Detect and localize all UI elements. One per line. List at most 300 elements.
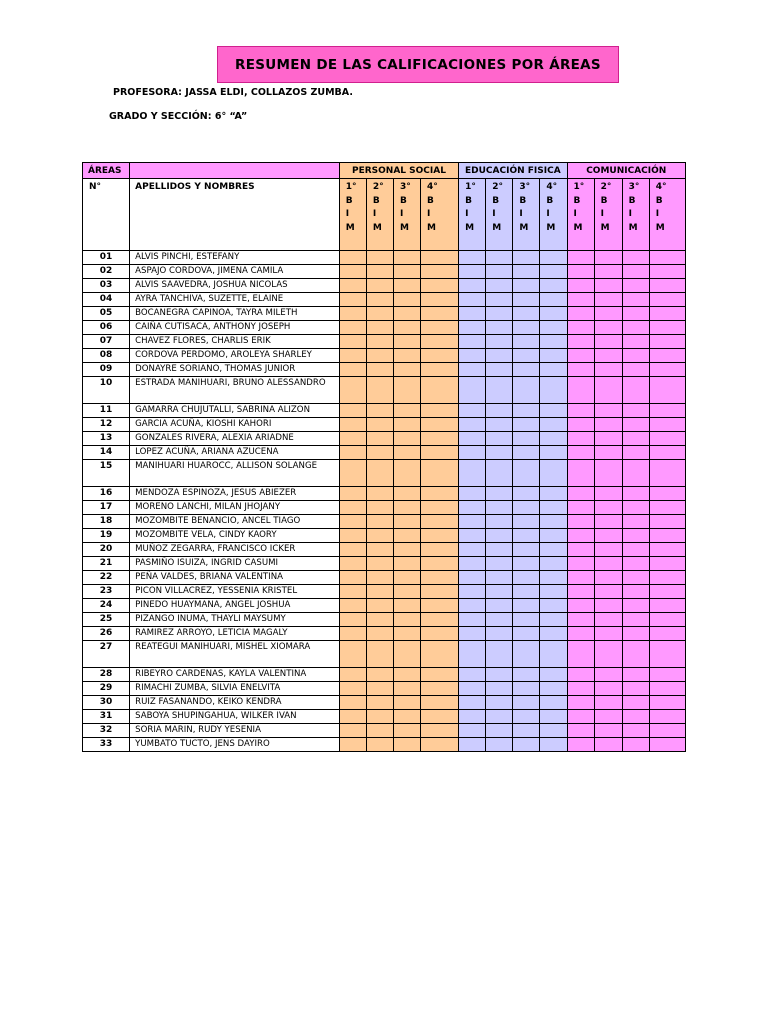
grade-cell[interactable] [459, 641, 486, 668]
grade-cell[interactable] [649, 529, 685, 543]
grade-cell[interactable] [366, 487, 393, 501]
grade-cell[interactable] [459, 251, 486, 265]
grade-cell[interactable] [459, 585, 486, 599]
grade-cell[interactable] [421, 377, 459, 404]
grade-cell[interactable] [567, 335, 594, 349]
grade-cell[interactable] [393, 710, 420, 724]
grade-cell[interactable] [486, 682, 513, 696]
grade-cell[interactable] [421, 460, 459, 487]
grade-cell[interactable] [459, 599, 486, 613]
grade-cell[interactable] [622, 349, 649, 363]
grade-cell[interactable] [421, 613, 459, 627]
grade-cell[interactable] [567, 404, 594, 418]
grade-cell[interactable] [366, 265, 393, 279]
grade-cell[interactable] [393, 557, 420, 571]
grade-cell[interactable] [622, 668, 649, 682]
grade-cell[interactable] [393, 571, 420, 585]
grade-cell[interactable] [594, 251, 622, 265]
grade-cell[interactable] [622, 321, 649, 335]
grade-cell[interactable] [594, 418, 622, 432]
grade-cell[interactable] [459, 571, 486, 585]
grade-cell[interactable] [393, 641, 420, 668]
grade-cell[interactable] [513, 696, 540, 710]
grade-cell[interactable] [622, 446, 649, 460]
grade-cell[interactable] [540, 293, 567, 307]
grade-cell[interactable] [622, 557, 649, 571]
grade-cell[interactable] [513, 585, 540, 599]
grade-cell[interactable] [486, 432, 513, 446]
grade-cell[interactable] [339, 377, 366, 404]
grade-cell[interactable] [567, 293, 594, 307]
grade-cell[interactable] [622, 335, 649, 349]
grade-cell[interactable] [366, 710, 393, 724]
grade-cell[interactable] [393, 349, 420, 363]
grade-cell[interactable] [649, 377, 685, 404]
grade-cell[interactable] [366, 641, 393, 668]
grade-cell[interactable] [594, 571, 622, 585]
grade-cell[interactable] [486, 668, 513, 682]
grade-cell[interactable] [393, 724, 420, 738]
grade-cell[interactable] [393, 293, 420, 307]
grade-cell[interactable] [366, 515, 393, 529]
grade-cell[interactable] [649, 501, 685, 515]
grade-cell[interactable] [567, 710, 594, 724]
grade-cell[interactable] [339, 738, 366, 752]
grade-cell[interactable] [421, 363, 459, 377]
grade-cell[interactable] [339, 501, 366, 515]
grade-cell[interactable] [567, 377, 594, 404]
grade-cell[interactable] [513, 557, 540, 571]
grade-cell[interactable] [459, 363, 486, 377]
grade-cell[interactable] [594, 404, 622, 418]
grade-cell[interactable] [486, 696, 513, 710]
grade-cell[interactable] [540, 515, 567, 529]
grade-cell[interactable] [567, 668, 594, 682]
grade-cell[interactable] [540, 418, 567, 432]
grade-cell[interactable] [622, 682, 649, 696]
grade-cell[interactable] [421, 515, 459, 529]
grade-cell[interactable] [594, 557, 622, 571]
grade-cell[interactable] [649, 349, 685, 363]
grade-cell[interactable] [393, 668, 420, 682]
grade-cell[interactable] [567, 599, 594, 613]
grade-cell[interactable] [649, 418, 685, 432]
grade-cell[interactable] [567, 627, 594, 641]
grade-cell[interactable] [649, 627, 685, 641]
grade-cell[interactable] [366, 557, 393, 571]
grade-cell[interactable] [393, 696, 420, 710]
grade-cell[interactable] [421, 599, 459, 613]
grade-cell[interactable] [486, 460, 513, 487]
grade-cell[interactable] [567, 446, 594, 460]
grade-cell[interactable] [649, 613, 685, 627]
grade-cell[interactable] [339, 363, 366, 377]
grade-cell[interactable] [649, 251, 685, 265]
grade-cell[interactable] [567, 251, 594, 265]
grade-cell[interactable] [594, 460, 622, 487]
grade-cell[interactable] [649, 321, 685, 335]
grade-cell[interactable] [594, 349, 622, 363]
grade-cell[interactable] [649, 293, 685, 307]
grade-cell[interactable] [486, 251, 513, 265]
grade-cell[interactable] [649, 487, 685, 501]
grade-cell[interactable] [513, 724, 540, 738]
grade-cell[interactable] [567, 432, 594, 446]
grade-cell[interactable] [622, 529, 649, 543]
grade-cell[interactable] [366, 349, 393, 363]
grade-cell[interactable] [393, 585, 420, 599]
grade-cell[interactable] [540, 529, 567, 543]
grade-cell[interactable] [567, 529, 594, 543]
grade-cell[interactable] [486, 404, 513, 418]
grade-cell[interactable] [540, 335, 567, 349]
grade-cell[interactable] [649, 432, 685, 446]
grade-cell[interactable] [421, 446, 459, 460]
grade-cell[interactable] [393, 335, 420, 349]
grade-cell[interactable] [540, 307, 567, 321]
grade-cell[interactable] [513, 335, 540, 349]
grade-cell[interactable] [459, 321, 486, 335]
grade-cell[interactable] [649, 696, 685, 710]
grade-cell[interactable] [339, 307, 366, 321]
grade-cell[interactable] [393, 432, 420, 446]
grade-cell[interactable] [594, 613, 622, 627]
grade-cell[interactable] [567, 682, 594, 696]
grade-cell[interactable] [421, 557, 459, 571]
grade-cell[interactable] [513, 641, 540, 668]
grade-cell[interactable] [421, 349, 459, 363]
grade-cell[interactable] [421, 696, 459, 710]
grade-cell[interactable] [366, 293, 393, 307]
grade-cell[interactable] [649, 682, 685, 696]
grade-cell[interactable] [649, 446, 685, 460]
grade-cell[interactable] [459, 738, 486, 752]
grade-cell[interactable] [649, 738, 685, 752]
grade-cell[interactable] [366, 307, 393, 321]
grade-cell[interactable] [366, 501, 393, 515]
grade-cell[interactable] [513, 460, 540, 487]
grade-cell[interactable] [513, 251, 540, 265]
grade-cell[interactable] [513, 321, 540, 335]
grade-cell[interactable] [339, 571, 366, 585]
grade-cell[interactable] [567, 585, 594, 599]
grade-cell[interactable] [459, 557, 486, 571]
grade-cell[interactable] [622, 487, 649, 501]
grade-cell[interactable] [393, 738, 420, 752]
grade-cell[interactable] [594, 363, 622, 377]
grade-cell[interactable] [459, 307, 486, 321]
grade-cell[interactable] [513, 265, 540, 279]
grade-cell[interactable] [513, 668, 540, 682]
grade-cell[interactable] [649, 265, 685, 279]
grade-cell[interactable] [486, 738, 513, 752]
grade-cell[interactable] [366, 738, 393, 752]
grade-cell[interactable] [366, 682, 393, 696]
grade-cell[interactable] [567, 460, 594, 487]
grade-cell[interactable] [366, 613, 393, 627]
grade-cell[interactable] [622, 501, 649, 515]
grade-cell[interactable] [393, 460, 420, 487]
grade-cell[interactable] [366, 321, 393, 335]
grade-cell[interactable] [339, 432, 366, 446]
grade-cell[interactable] [513, 363, 540, 377]
grade-cell[interactable] [339, 585, 366, 599]
grade-cell[interactable] [366, 543, 393, 557]
grade-cell[interactable] [486, 279, 513, 293]
grade-cell[interactable] [513, 627, 540, 641]
grade-cell[interactable] [540, 696, 567, 710]
grade-cell[interactable] [339, 627, 366, 641]
grade-cell[interactable] [486, 543, 513, 557]
grade-cell[interactable] [459, 724, 486, 738]
grade-cell[interactable] [594, 585, 622, 599]
grade-cell[interactable] [567, 724, 594, 738]
grade-cell[interactable] [459, 432, 486, 446]
grade-cell[interactable] [649, 404, 685, 418]
grade-cell[interactable] [393, 529, 420, 543]
grade-cell[interactable] [339, 529, 366, 543]
grade-cell[interactable] [567, 641, 594, 668]
grade-cell[interactable] [421, 335, 459, 349]
grade-cell[interactable] [622, 265, 649, 279]
grade-cell[interactable] [567, 279, 594, 293]
grade-cell[interactable] [366, 404, 393, 418]
grade-cell[interactable] [421, 724, 459, 738]
grade-cell[interactable] [622, 738, 649, 752]
grade-cell[interactable] [594, 487, 622, 501]
grade-cell[interactable] [339, 335, 366, 349]
grade-cell[interactable] [540, 738, 567, 752]
grade-cell[interactable] [540, 432, 567, 446]
grade-cell[interactable] [339, 682, 366, 696]
grade-cell[interactable] [540, 446, 567, 460]
grade-cell[interactable] [594, 265, 622, 279]
grade-cell[interactable] [486, 349, 513, 363]
grade-cell[interactable] [421, 404, 459, 418]
grade-cell[interactable] [567, 321, 594, 335]
grade-cell[interactable] [486, 418, 513, 432]
grade-cell[interactable] [366, 696, 393, 710]
grade-cell[interactable] [513, 515, 540, 529]
grade-cell[interactable] [567, 487, 594, 501]
grade-cell[interactable] [459, 515, 486, 529]
grade-cell[interactable] [567, 363, 594, 377]
grade-cell[interactable] [339, 404, 366, 418]
grade-cell[interactable] [339, 446, 366, 460]
grade-cell[interactable] [421, 501, 459, 515]
grade-cell[interactable] [339, 515, 366, 529]
grade-cell[interactable] [366, 529, 393, 543]
grade-cell[interactable] [594, 446, 622, 460]
grade-cell[interactable] [622, 307, 649, 321]
grade-cell[interactable] [486, 529, 513, 543]
grade-cell[interactable] [339, 460, 366, 487]
grade-cell[interactable] [421, 738, 459, 752]
grade-cell[interactable] [513, 404, 540, 418]
grade-cell[interactable] [513, 349, 540, 363]
grade-cell[interactable] [649, 599, 685, 613]
grade-cell[interactable] [513, 487, 540, 501]
grade-cell[interactable] [622, 571, 649, 585]
grade-cell[interactable] [594, 682, 622, 696]
grade-cell[interactable] [513, 501, 540, 515]
grade-cell[interactable] [540, 557, 567, 571]
grade-cell[interactable] [366, 571, 393, 585]
grade-cell[interactable] [486, 265, 513, 279]
grade-cell[interactable] [366, 335, 393, 349]
grade-cell[interactable] [540, 321, 567, 335]
grade-cell[interactable] [622, 613, 649, 627]
grade-cell[interactable] [649, 585, 685, 599]
grade-cell[interactable] [540, 599, 567, 613]
grade-cell[interactable] [594, 279, 622, 293]
grade-cell[interactable] [393, 682, 420, 696]
grade-cell[interactable] [393, 418, 420, 432]
grade-cell[interactable] [594, 515, 622, 529]
grade-cell[interactable] [594, 710, 622, 724]
grade-cell[interactable] [421, 529, 459, 543]
grade-cell[interactable] [540, 487, 567, 501]
grade-cell[interactable] [486, 585, 513, 599]
grade-cell[interactable] [540, 501, 567, 515]
grade-cell[interactable] [594, 738, 622, 752]
grade-cell[interactable] [513, 293, 540, 307]
grade-cell[interactable] [567, 571, 594, 585]
grade-cell[interactable] [513, 738, 540, 752]
grade-cell[interactable] [459, 404, 486, 418]
grade-cell[interactable] [594, 293, 622, 307]
grade-cell[interactable] [366, 599, 393, 613]
grade-cell[interactable] [540, 710, 567, 724]
grade-cell[interactable] [486, 363, 513, 377]
grade-cell[interactable] [421, 487, 459, 501]
grade-cell[interactable] [540, 571, 567, 585]
grade-cell[interactable] [540, 460, 567, 487]
grade-cell[interactable] [540, 251, 567, 265]
grade-cell[interactable] [622, 515, 649, 529]
grade-cell[interactable] [594, 529, 622, 543]
grade-cell[interactable] [622, 363, 649, 377]
grade-cell[interactable] [459, 668, 486, 682]
grade-cell[interactable] [393, 404, 420, 418]
grade-cell[interactable] [567, 543, 594, 557]
grade-cell[interactable] [366, 363, 393, 377]
grade-cell[interactable] [594, 432, 622, 446]
grade-cell[interactable] [513, 377, 540, 404]
grade-cell[interactable] [594, 668, 622, 682]
grade-cell[interactable] [393, 599, 420, 613]
grade-cell[interactable] [366, 724, 393, 738]
grade-cell[interactable] [622, 585, 649, 599]
grade-cell[interactable] [649, 307, 685, 321]
grade-cell[interactable] [486, 446, 513, 460]
grade-cell[interactable] [421, 432, 459, 446]
grade-cell[interactable] [366, 446, 393, 460]
grade-cell[interactable] [513, 307, 540, 321]
grade-cell[interactable] [486, 487, 513, 501]
grade-cell[interactable] [540, 265, 567, 279]
grade-cell[interactable] [594, 307, 622, 321]
grade-cell[interactable] [393, 265, 420, 279]
grade-cell[interactable] [339, 696, 366, 710]
grade-cell[interactable] [649, 641, 685, 668]
grade-cell[interactable] [594, 377, 622, 404]
grade-cell[interactable] [540, 627, 567, 641]
grade-cell[interactable] [366, 377, 393, 404]
grade-cell[interactable] [486, 321, 513, 335]
grade-cell[interactable] [594, 641, 622, 668]
grade-cell[interactable] [649, 279, 685, 293]
grade-cell[interactable] [567, 613, 594, 627]
grade-cell[interactable] [567, 349, 594, 363]
grade-cell[interactable] [622, 599, 649, 613]
grade-cell[interactable] [622, 251, 649, 265]
grade-cell[interactable] [339, 668, 366, 682]
grade-cell[interactable] [594, 335, 622, 349]
grade-cell[interactable] [540, 613, 567, 627]
grade-cell[interactable] [339, 293, 366, 307]
grade-cell[interactable] [649, 724, 685, 738]
grade-cell[interactable] [486, 710, 513, 724]
grade-cell[interactable] [339, 641, 366, 668]
grade-cell[interactable] [459, 418, 486, 432]
grade-cell[interactable] [421, 418, 459, 432]
grade-cell[interactable] [421, 627, 459, 641]
grade-cell[interactable] [459, 613, 486, 627]
grade-cell[interactable] [459, 696, 486, 710]
grade-cell[interactable] [459, 446, 486, 460]
grade-cell[interactable] [540, 724, 567, 738]
grade-cell[interactable] [486, 501, 513, 515]
grade-cell[interactable] [513, 613, 540, 627]
grade-cell[interactable] [459, 335, 486, 349]
grade-cell[interactable] [540, 641, 567, 668]
grade-cell[interactable] [649, 571, 685, 585]
grade-cell[interactable] [459, 279, 486, 293]
grade-cell[interactable] [649, 543, 685, 557]
grade-cell[interactable] [567, 738, 594, 752]
grade-cell[interactable] [339, 418, 366, 432]
grade-cell[interactable] [459, 529, 486, 543]
grade-cell[interactable] [339, 557, 366, 571]
grade-cell[interactable] [421, 251, 459, 265]
grade-cell[interactable] [567, 265, 594, 279]
grade-cell[interactable] [393, 487, 420, 501]
grade-cell[interactable] [649, 668, 685, 682]
grade-cell[interactable] [339, 710, 366, 724]
grade-cell[interactable] [339, 599, 366, 613]
grade-cell[interactable] [622, 543, 649, 557]
grade-cell[interactable] [393, 613, 420, 627]
grade-cell[interactable] [339, 251, 366, 265]
grade-cell[interactable] [366, 432, 393, 446]
grade-cell[interactable] [540, 585, 567, 599]
grade-cell[interactable] [513, 446, 540, 460]
grade-cell[interactable] [393, 543, 420, 557]
grade-cell[interactable] [421, 307, 459, 321]
grade-cell[interactable] [513, 418, 540, 432]
grade-cell[interactable] [540, 349, 567, 363]
grade-cell[interactable] [486, 571, 513, 585]
grade-cell[interactable] [622, 418, 649, 432]
grade-cell[interactable] [513, 279, 540, 293]
grade-cell[interactable] [393, 501, 420, 515]
grade-cell[interactable] [366, 627, 393, 641]
grade-cell[interactable] [567, 557, 594, 571]
grade-cell[interactable] [459, 487, 486, 501]
grade-cell[interactable] [567, 501, 594, 515]
grade-cell[interactable] [421, 571, 459, 585]
